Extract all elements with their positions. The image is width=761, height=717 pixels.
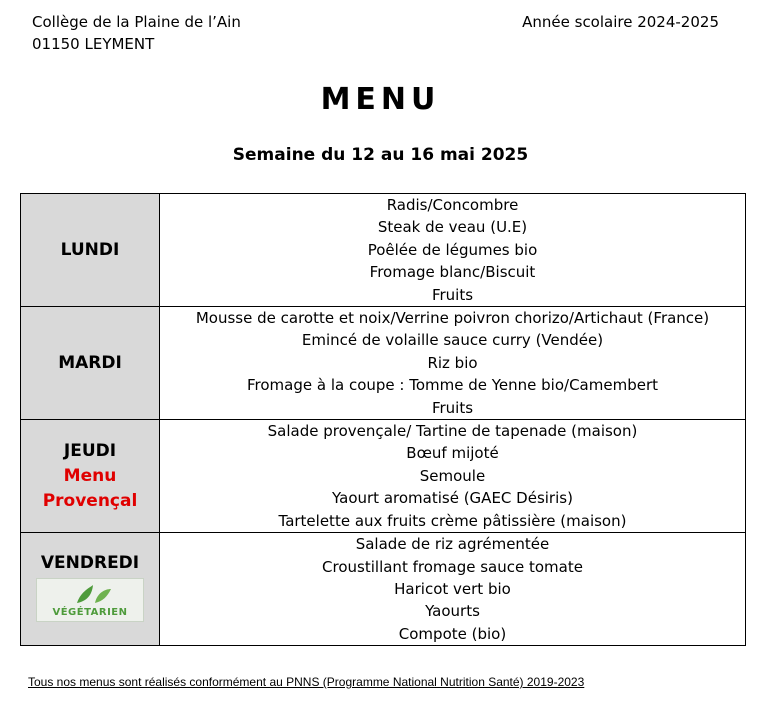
dish: Yaourts — [425, 602, 480, 621]
dish: Mousse de carotte et noix/Verrine poivron chorizo/Artichaut (France) — [195, 309, 710, 328]
dish: Steak de veau (U.E) — [377, 218, 528, 237]
theme-label: Provençal — [42, 490, 138, 511]
menu-row-vendredi — [21, 533, 746, 646]
day-cell — [21, 194, 160, 307]
vegetarian-label: VÉGÉTARIEN — [52, 607, 128, 619]
day-cell — [21, 307, 160, 420]
menu-row-jeudi — [21, 420, 746, 533]
week-label: Semaine du 12 au 16 mai 2025 — [232, 145, 529, 165]
dish: Tartelette aux fruits crème pâtissière (maison) — [278, 511, 627, 530]
dish: Salade de riz agrémentée — [355, 535, 550, 554]
dish: Yaourt aromatisé (GAEC Désiris) — [332, 489, 573, 508]
dish: Poêlée de légumes bio — [367, 240, 538, 259]
menu-table — [20, 193, 746, 646]
dish: Haricot vert bio — [394, 579, 511, 598]
dish: Fruits — [431, 285, 474, 304]
dish: Riz bio — [427, 353, 478, 372]
school-name: Collège de la Plaine de l’Ain — [32, 13, 241, 31]
dish: Emincé de volaille sauce curry (Vendée) — [301, 331, 604, 350]
school-info — [32, 11, 241, 55]
dish: Compote (bio) — [398, 624, 507, 643]
day-name: VENDREDI — [40, 553, 140, 574]
dish: Semoule — [419, 466, 486, 485]
dishes-cell — [160, 533, 746, 646]
menu-row-lundi — [21, 194, 746, 307]
dish: Fruits — [431, 398, 474, 417]
menu-row-mardi — [21, 307, 746, 420]
dish: Radis/Concombre — [386, 196, 519, 214]
dishes-cell — [160, 307, 746, 420]
day-name: MARDI — [58, 352, 122, 373]
dishes-cell — [160, 420, 746, 533]
dish: Bœuf mijoté — [406, 444, 499, 463]
dish: Croustillant fromage sauce tomate — [322, 557, 583, 576]
school-address: 01150 LEYMENT — [32, 35, 155, 53]
dishes-cell — [160, 194, 746, 307]
day-name: LUNDI — [60, 239, 120, 260]
page-title: MENU — [320, 82, 441, 117]
dish: Fromage blanc/Biscuit — [369, 263, 536, 282]
day-cell — [21, 420, 160, 533]
day-name: JEUDI — [63, 440, 117, 461]
footer-note: Tous nos menus sont réalisés conformément au PNNS (Programme National Nutrition Santé) 2019-2023 — [28, 675, 585, 689]
dish: Salade provençale/ Tartine de tapenade (maison) — [267, 422, 638, 441]
vegetarian-logo — [36, 578, 144, 622]
theme-label: Menu — [63, 465, 117, 486]
dish: Fromage à la coupe : Tomme de Yenne bio/Camembert — [246, 376, 658, 395]
day-cell — [21, 533, 160, 646]
school-year: Année scolaire 2024-2025 — [522, 13, 719, 31]
